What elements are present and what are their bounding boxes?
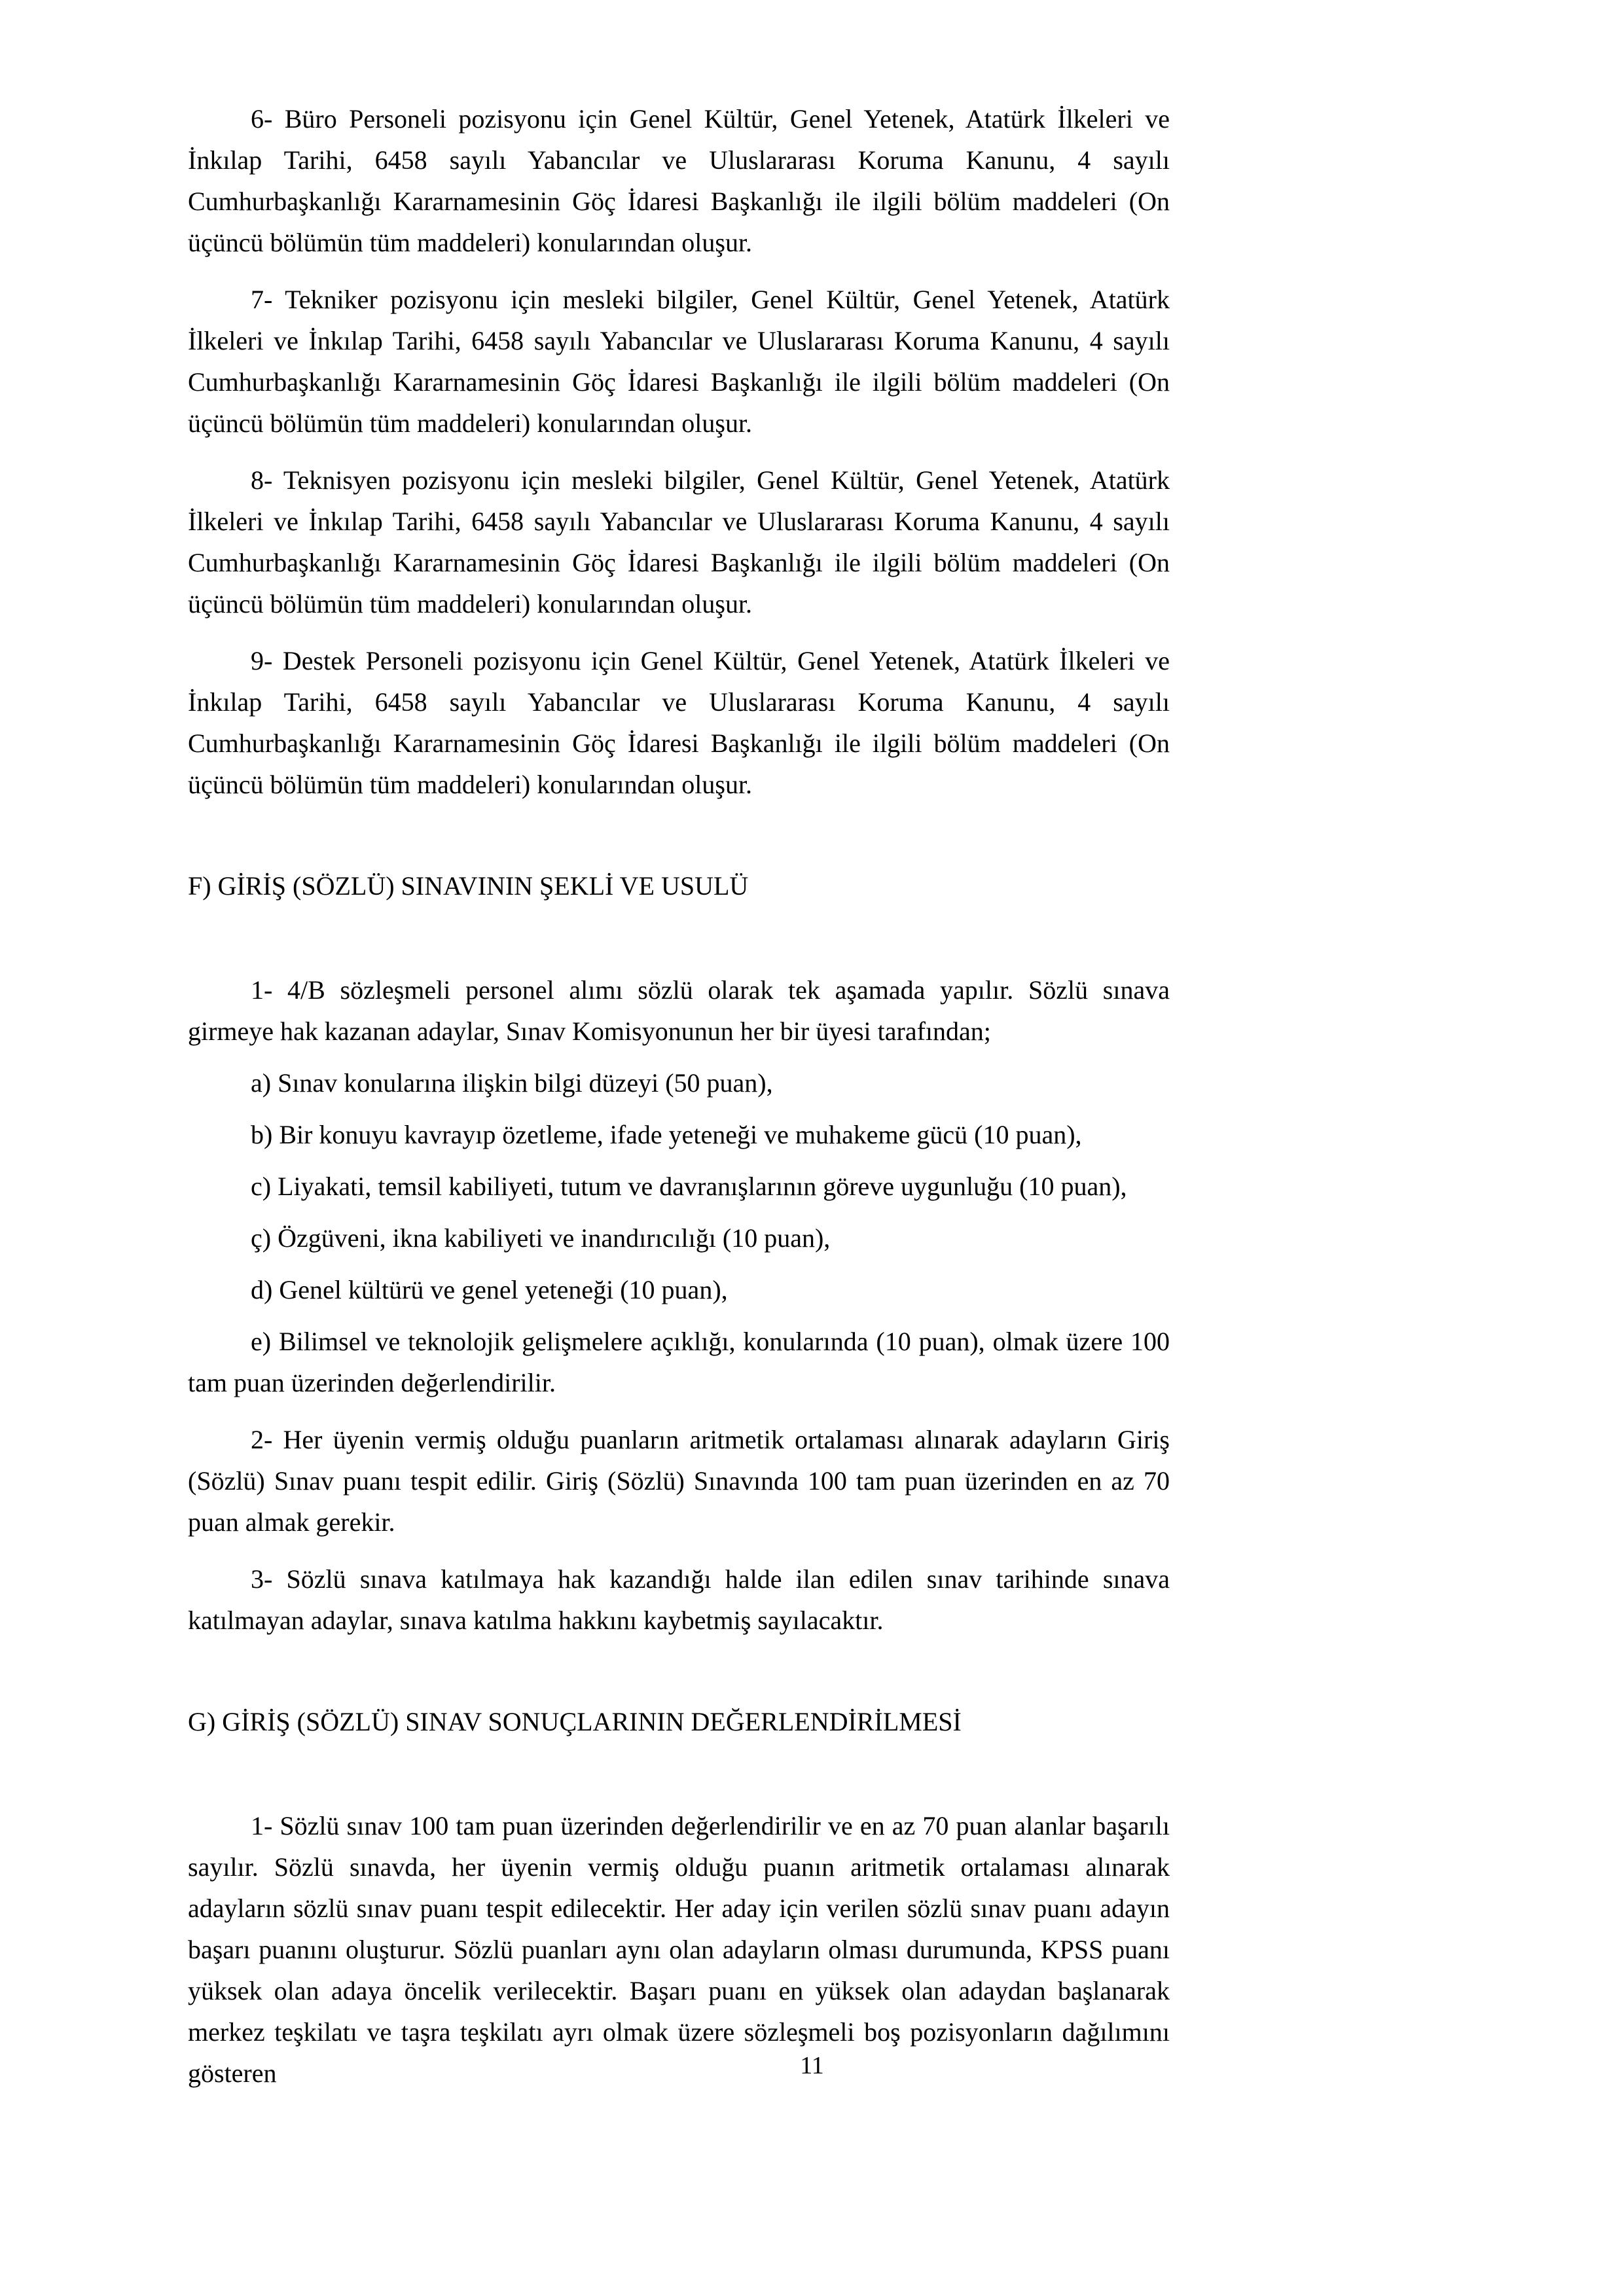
list-spacer xyxy=(188,1259,1170,1269)
list-spacer xyxy=(188,1052,1170,1062)
section-g-item-1: 1- Sözlü sınav 100 tam puan üzerinden değerlendirilir ve en az 70 puan alanlar başarılı sayılır. Sözlü sınavda, her üyenin vermiş olduğu puanın aritmetik ortalaması alınarak adayların sözlü sınav puanı tespit edilecektir. Her aday için verilen sözlü sınav puanı adayın başarı puanını oluşturur. Sözlü puanları aynı olan adayların olması durumunda, KPSS puanı yüksek olan adaya öncelik verilecektir. Başarı puanı en yüksek olan adaydan başlanarak merkez teşkilatı ve taşra teşkilatı ayrı olmak üzere sözleşmeli boş pozisyonların dağılımını gösteren xyxy=(188,1811,1170,2088)
criterion-d: d) Genel kültürü ve genel yeteneği (10 puan), xyxy=(251,1275,728,1304)
list-spacer xyxy=(188,1207,1170,1217)
paragraph-spacer xyxy=(188,444,1170,459)
paragraph-spacer xyxy=(188,624,1170,640)
paragraph-6: 6- Büro Personeli pozisyonu için Genel Kültür, Genel Yetenek, Atatürk İlkeleri ve İnkılap Tarihi, 6458 sayılı Yabancılar ve Uluslararası Koruma Kanunu, 4 sayılı Cumhurbaşkanlığı Kararnamesinin Göç İdaresi Başkanlığı ile ilgili bölüm maddeleri (On üçüncü bölümün tüm maddeleri) konularından oluşur. xyxy=(188,104,1170,257)
section-f-item-2: 2- Her üyenin vermiş olduğu puanların aritmetik ortalaması alınarak adayların Giriş (Sözlü) Sınav puanı tespit edilir. Giriş (Sözlü) Sınavında 100 tam puan üzerinden en az 70 puan almak gerekir. xyxy=(188,1425,1170,1537)
section-heading-g: G) GİRİŞ (SÖZLÜ) SINAV SONUÇLARININ DEĞERLENDİRİLMESİ xyxy=(188,1707,962,1736)
heading-spacer-after xyxy=(188,906,1170,969)
list-spacer xyxy=(188,1155,1170,1166)
heading-spacer-before xyxy=(188,1641,1170,1701)
heading-spacer-after xyxy=(188,1742,1170,1805)
paragraph-7: 7- Tekniker pozisyonu için mesleki bilgiler, Genel Kültür, Genel Yetenek, Atatürk İlkeleri ve İnkılap Tarihi, 6458 sayılı Yabancılar ve Uluslararası Koruma Kanunu, 4 sayılı Cumhurbaşkanlığı Kararnamesinin Göç İdaresi Başkanlığı ile ilgili bölüm maddeleri (On üçüncü bölümün tüm maddeleri) konularından oluşur. xyxy=(188,285,1170,438)
criterion-e: e) Bilimsel ve teknolojik gelişmelere açıklığı, konularında (10 puan), olmak üzere 100 tam puan üzerinden değerlendirilir. xyxy=(188,1327,1170,1397)
criterion-b: b) Bir konuyu kavrayıp özetleme, ifade yeteneği ve muhakeme gücü (10 puan), xyxy=(251,1120,1082,1149)
criterion-c-cedilla: ç) Özgüveni, ikna kabiliyeti ve inandırıcılığı (10 puan), xyxy=(251,1223,831,1253)
page-content-column xyxy=(188,98,1170,2094)
list-spacer xyxy=(188,1103,1170,1114)
section-f-item-1: 1- 4/B sözleşmeli personel alımı sözlü olarak tek aşamada yapılır. Sözlü sınava girmeye hak kazanan adaylar, Sınav Komisyonunun her bir üyesi tarafından; xyxy=(188,975,1170,1046)
list-spacer xyxy=(188,1310,1170,1321)
section-heading-f: F) GİRİŞ (SÖZLÜ) SINAVININ ŞEKLİ VE USULÜ xyxy=(188,871,749,901)
heading-spacer-before xyxy=(188,805,1170,865)
paragraph-spacer xyxy=(188,1543,1170,1558)
criterion-c: c) Liyakati, temsil kabiliyeti, tutum ve davranışlarının göreve uygunluğu (10 puan), xyxy=(251,1172,1127,1201)
paragraph-8: 8- Teknisyen pozisyonu için mesleki bilgiler, Genel Kültür, Genel Yetenek, Atatürk İlkeleri ve İnkılap Tarihi, 6458 sayılı Yabancılar ve Uluslararası Koruma Kanunu, 4 sayılı Cumhurbaşkanlığı Kararnamesinin Göç İdaresi Başkanlığı ile ilgili bölüm maddeleri (On üçüncü bölümün tüm maddeleri) konularından oluşur. xyxy=(188,465,1170,619)
paragraph-spacer xyxy=(188,1403,1170,1419)
section-f-item-3: 3- Sözlü sınava katılmaya hak kazandığı halde ilan edilen sınav tarihinde sınava katılmayan adaylar, sınava katılma hakkını kaybetmiş sayılacaktır. xyxy=(188,1564,1170,1635)
criterion-a: a) Sınav konularına ilişkin bilgi düzeyi (50 puan), xyxy=(251,1068,773,1098)
page-number: 11 xyxy=(800,2052,824,2079)
paragraph-spacer xyxy=(188,263,1170,279)
paragraph-9: 9- Destek Personeli pozisyonu için Genel Kültür, Genel Yetenek, Atatürk İlkeleri ve İnkılap Tarihi, 6458 sayılı Yabancılar ve Uluslararası Koruma Kanunu, 4 sayılı Cumhurbaşkanlığı Kararnamesinin Göç İdaresi Başkanlığı ile ilgili bölüm maddeleri (On üçüncü bölümün tüm maddeleri) konularından oluşur. xyxy=(188,646,1170,799)
